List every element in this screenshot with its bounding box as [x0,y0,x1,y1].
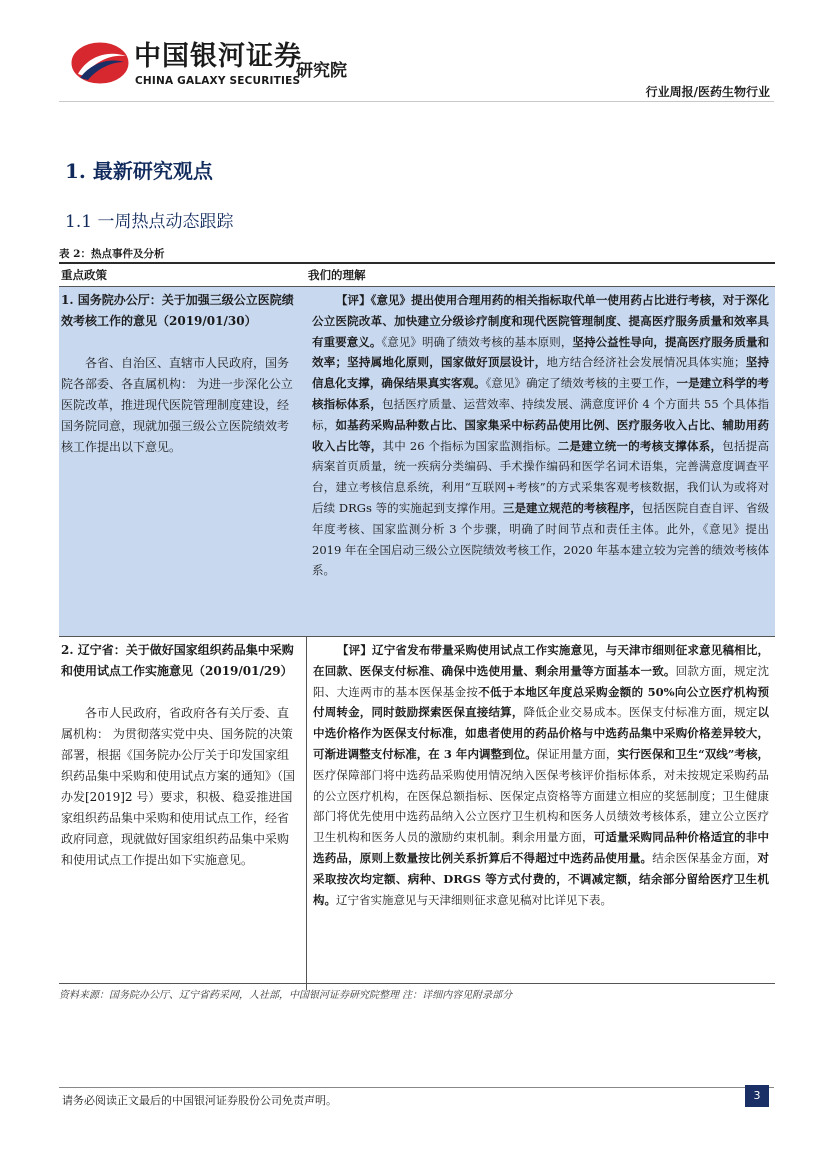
analysis-text-run: 降低企业交易成本。医保支付标准方面，规定 [523,705,758,720]
table-header-row [59,264,775,287]
hot-events-table [59,262,775,990]
policy-summary: 各省、自治区、直辖市人民政府，国务院各部委、各直属机构： 为进一步深化公立医院改革，推进现代医院管理制度建设，经国务院同意，现就加强三级公立医院绩效考核工作提出以下意见。 [61,356,293,454]
analysis-text-run: 包括医院自查自评、省级年度考核、国家监测分析 3 个步骤，明确了时间节点和责任主体。此外，《意见》提出 2019 年在全国启动三级公立医院绩效考核工作，2020 年基本建立较为完善的绩效考核体系。 [312,500,770,578]
analysis-text-run: 以中选价格作为医保支付标准，如患者使用的药品价格与中选药品集中采购价格差异较大，可渐进调整支付标准，在 3 年内调整到位。 [313,705,770,761]
source-note: 资料来源：国务院办公厅、辽宁省药采网，人社部，中国银河证券研究院整理 注：详细内容见附录部分 [59,990,513,1001]
analysis-text-run: 其中 26 个指标为国家监测指标。 [382,438,558,453]
analysis-text-run: 包括医疗质量、运营效率、持续发展、满意度评价 4 个方面共 55 个具体指标， [312,396,770,432]
table-caption: 表 2：热点事件及分析 [59,248,165,260]
analysis-text-run: 一是建立科学的考核指标体系， [312,376,770,411]
analysis-text-run: 医疗保障部门将中选药品采购使用情况纳入医保考核评价指标体系，对未按规定采购药品的公立医疗机构，在医保总额指标、医保定点资格等方面建立相应的奖惩制度；卫生健康部门将优先使用中选药品纳入公立医疗卫生机构和医务人员绩效考核体系，建立公立医疗卫生机构和医务人员的激励约束机制。剩余用量方面， [313,767,769,845]
footer-divider [59,1087,774,1088]
analysis-text-run: 二是建立统一的考核支撑体系， [557,438,723,453]
institute-label: 研究院 [296,61,347,81]
header-divider [59,101,774,102]
analysis-text-run: 如基药采购品种数占比、国家集采中标药品使用比例、医疗服务收入占比、辅助用药收入占比等， [312,417,770,453]
report-type: 行业周报/医药生物行业 [645,85,770,99]
brand-name-cn: 中国银河证券 [134,41,302,72]
analysis-text-run: 《意见》确定了绩效考核的主要工作， [485,376,677,391]
policy-cell [59,637,306,990]
company-logo [70,40,130,86]
analysis-cell [306,637,775,990]
table-row [59,636,775,990]
analysis-text-run: 三是建立规范的考核程序， [502,500,642,515]
table-row [59,287,775,636]
analysis-text-run: 实行医保和卫生“双线”考核， [617,746,769,761]
policy-title: 2. 辽宁省：关于做好国家组织药品集中采购和使用试点工作实施意见（2019/01/29） [61,643,294,678]
analysis-text-run: 包括提高病案首页质量，统一疾病分类编码、手术操作编码和医学名词术语集，完善满意度调查平台，建立考核信息系统，利用“互联网+考核”的方式采集客观考核数据，我们认为或将对后续 DRGs 等的实施起到支撑作用。 [312,438,770,515]
subsection-heading: 1.1 一周热点动态跟踪 [65,212,234,232]
analysis-text-run: 不低于本地区年度总采购金额的 50%向公立医疗机构预付周转金，同时鼓励探索医保直接结算， [313,684,769,720]
section-heading: 1. 最新研究观点 [65,159,213,183]
analysis-text-run: 结余医保基金方面， [652,850,758,865]
disclaimer-note: 请务必阅读正文最后的中国银河证券股份公司免责声明。 [62,1094,337,1107]
analysis-text-run: 【评】辽宁省发布带量采购使用试点工作实施意见，与天津市细则征求意见稿相比，在回款、医保支付标准、确保中选使用量、剩余用量等方面基本一致。 [313,643,769,678]
policy-title: 1. 国务院办公厅：关于加强三级公立医院绩效考核工作的意见（2019/01/30） [61,293,294,328]
page-number: 3 [745,1085,769,1107]
column-header-view: 我们的理解 [308,268,366,282]
column-header-policy: 重点政策 [61,268,107,282]
analysis-text-run: 回款方面，规定沈阳、大连两市的基本医保基金按 [313,663,770,699]
analysis-text-run: 地方结合经济社会发展情况具体实施； [546,355,746,370]
analysis-text-run: 辽宁省实施意见与天津细则征求意见稿对比详见下表。 [336,892,612,907]
analysis-text-run: 保证用量方面， [536,746,618,761]
brand-name-en: CHINA GALAXY SECURITIES [135,75,301,87]
analysis-cell [306,287,775,636]
policy-summary: 各市人民政府，省政府各有关厅委、直属机构： 为贯彻落实党中央、国务院的决策部署，根据《国务院办公厅关于印发国家组织药品集中采购和使用试点方案的通知》（国办发[2019]2 号）要求，积极、稳妥推进国家组织药品集中采购和使用试点工作，经省政府同意，现就做好国家组织药品集中采购和使用试点工作提出如下实施意见。 [61,706,296,867]
analysis-text-run: 坚持信息化支撑，确保结果真实客观。 [312,355,770,391]
analysis-text-run: 【评】《意见》提出使用合理用药的相关指标取代单一使用药占比进行考核，对于深化公立医院改革、加快建立分级诊疗制度和现代医院管理制度、提高医疗服务质量和效率具有重要意义。 [312,293,769,349]
analysis-text-run: 可适量采购同品种价格适宜的非中选药品，原则上数量按比例关系折算后不得超过中选药品使用量。 [313,830,769,865]
policy-cell [59,287,306,636]
analysis-text-run: 坚持公益性导向，提高医疗服务质量和效率；坚持属地化原则，国家做好顶层设计， [312,334,770,370]
table-bottom-rule [59,983,775,984]
analysis-text-run: 对采取按次均定额、病种、DRGS 等方式付费的，不调减定额，结余部分留给医疗卫生机构。 [313,850,770,907]
analysis-text-run: 《意见》明确了绩效考核的基本原则， [381,334,573,349]
